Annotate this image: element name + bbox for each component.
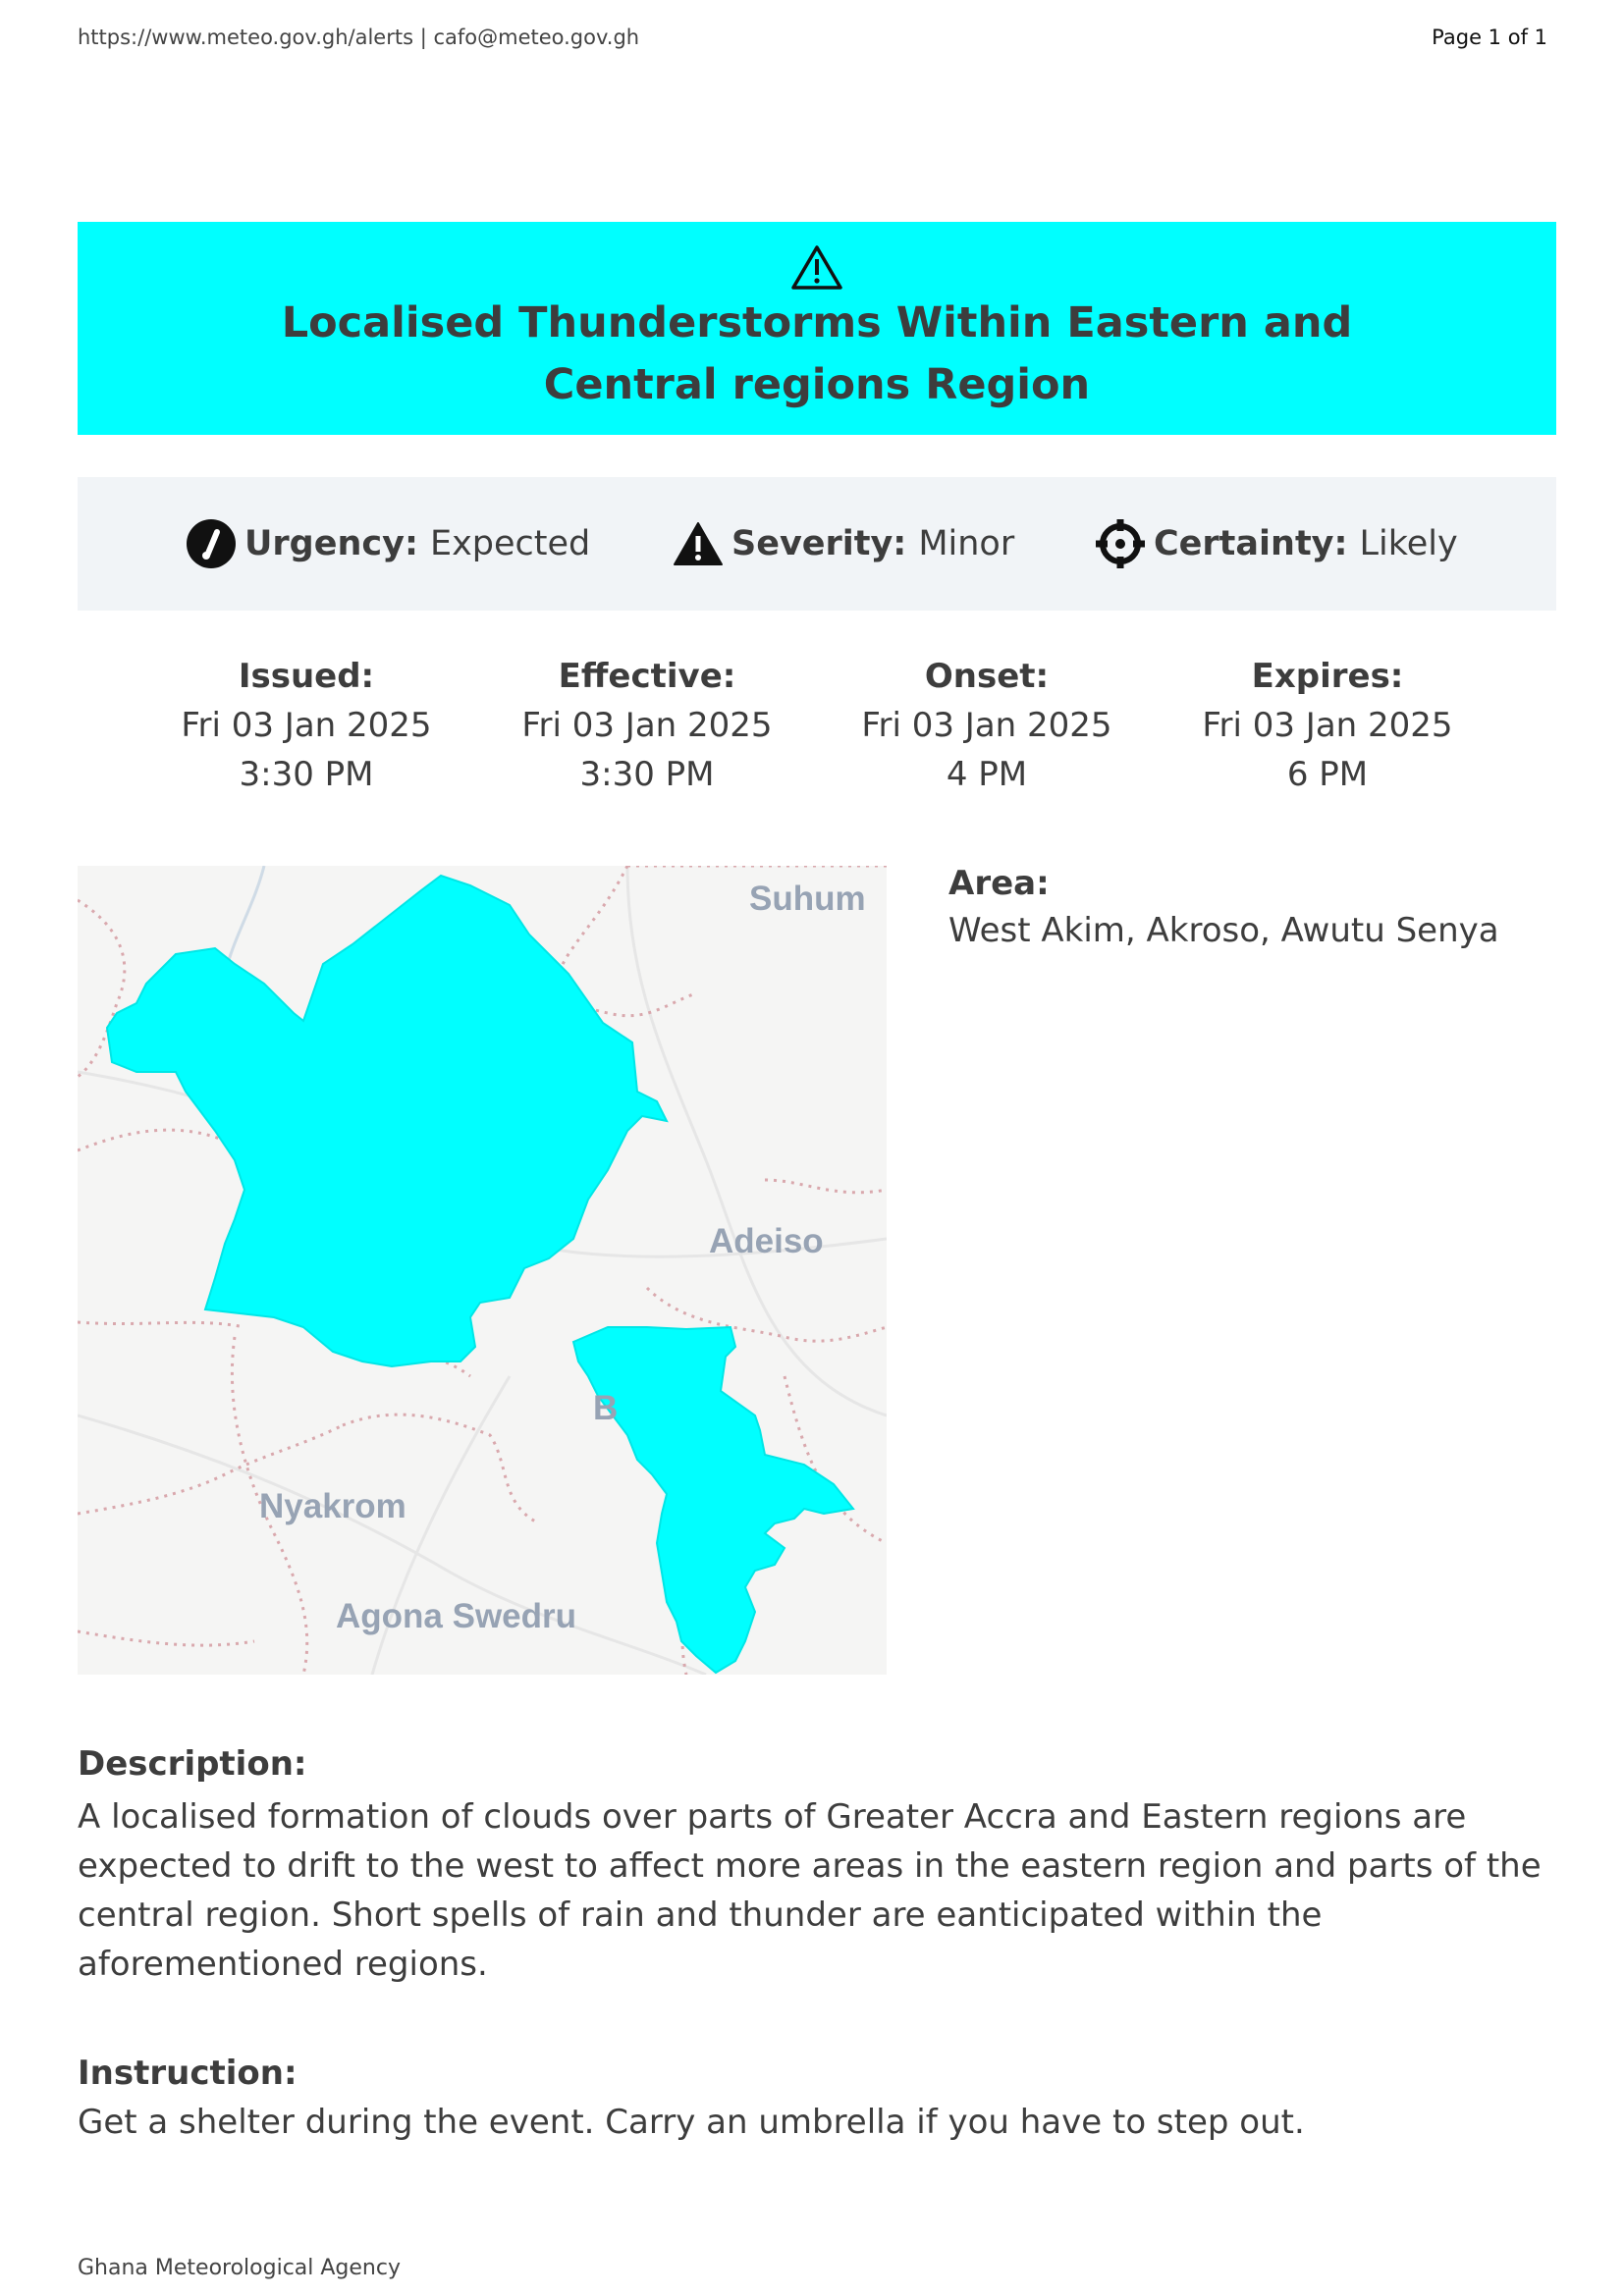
area-label: Area: <box>948 864 1050 903</box>
header-contact <box>78 26 639 49</box>
map-label-agona-swedru: Agona Swedru <box>336 1597 577 1635</box>
header-email-link[interactable]: cafo@meteo.gov.gh <box>433 26 640 49</box>
onset-block <box>839 652 1134 799</box>
alert-meta-panel <box>78 477 1556 611</box>
effective-label: Effective: <box>558 657 736 696</box>
warning-triangle-icon <box>790 243 843 291</box>
map-label-nyakrom: Nyakrom <box>259 1487 406 1525</box>
header-url-link[interactable]: https://www.meteo.gov.gh/alerts <box>78 26 414 49</box>
page-number-text: Page 1 of 1 <box>1432 26 1547 49</box>
map-label-suhum: Suhum <box>749 880 866 918</box>
severity-label: Severity: <box>731 524 907 563</box>
clock-gauge-icon <box>186 518 237 569</box>
map-canvas <box>78 866 887 1675</box>
effective-date: Fri 03 Jan 2025 <box>521 706 773 745</box>
onset-label: Onset: <box>924 657 1050 696</box>
urgency-value: Expected <box>429 524 591 563</box>
instruction-label: Instruction: <box>78 2054 298 2093</box>
expires-block <box>1180 652 1475 799</box>
header-separator: | <box>413 26 434 49</box>
issued-label: Issued: <box>238 657 375 696</box>
effective-block <box>500 652 794 799</box>
warning-filled-icon <box>673 518 724 569</box>
alert-banner <box>78 222 1556 435</box>
alert-title: Localised Thunderstorms Within Eastern and Central regions Region <box>281 298 1353 409</box>
expires-date: Fri 03 Jan 2025 <box>1202 706 1453 745</box>
crosshair-icon <box>1095 518 1146 569</box>
alert-area-map <box>78 866 887 1675</box>
footer-org: Ghana Meteorological Agency <box>78 2256 401 2280</box>
urgency-item <box>186 518 590 569</box>
issued-date: Fri 03 Jan 2025 <box>181 706 432 745</box>
area-text: West Akim, Akroso, Awutu Senya <box>948 911 1499 950</box>
expires-label: Expires: <box>1251 657 1404 696</box>
onset-date: Fri 03 Jan 2025 <box>861 706 1112 745</box>
issued-time: 3:30 PM <box>239 755 374 794</box>
severity-value: Minor <box>918 524 1015 563</box>
certainty-label: Certainty: <box>1154 524 1348 563</box>
certainty-item <box>1095 518 1458 569</box>
map-label-adeiso: Adeiso <box>709 1222 824 1260</box>
map-label-b: B <box>593 1389 619 1427</box>
description-text: A localised formation of clouds over parts of Greater Accra and Eastern regions are expected to drift to the west to affect more areas in the eastern region and parts of the central region. Short spells of rain and thunder are eanticipated within the aforementioned regions. <box>78 1797 1542 1984</box>
onset-time: 4 PM <box>946 755 1028 794</box>
severity-item <box>673 518 1014 569</box>
issued-block <box>159 652 454 799</box>
certainty-value: Likely <box>1359 524 1458 563</box>
description-label: Description: <box>78 1744 307 1784</box>
effective-time: 3:30 PM <box>579 755 715 794</box>
expires-time: 6 PM <box>1286 755 1369 794</box>
page-number <box>1432 26 1547 49</box>
urgency-label: Urgency: <box>244 524 418 563</box>
instruction-text: Get a shelter during the event. Carry an umbrella if you have to step out. <box>78 2103 1305 2142</box>
